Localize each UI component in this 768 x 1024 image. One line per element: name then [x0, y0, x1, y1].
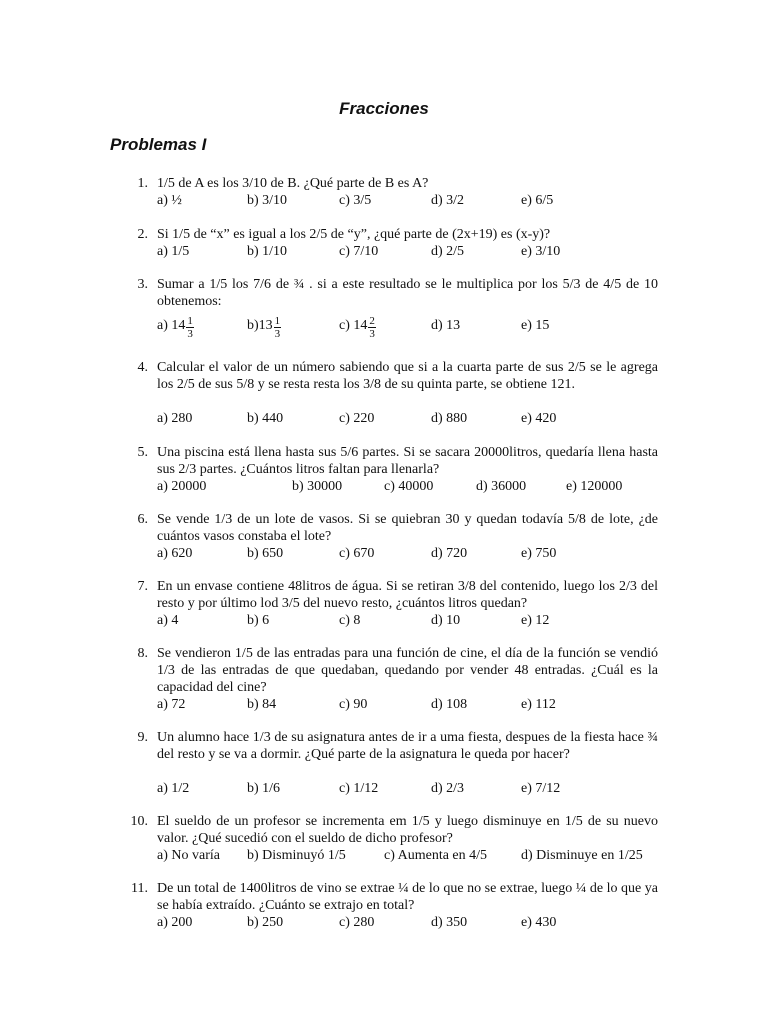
- option-c: c) 90: [339, 697, 368, 712]
- option-a: a) ½: [157, 193, 182, 208]
- section-heading: Problemas I: [110, 135, 207, 154]
- problem-text: Calcular el valor de un número sabiendo que si a la cuarta parte de sus 2/5 se le agrega los 2/5 de sus 5/8 y se resta resta los 3/8 de su quinta parte, se obtiene 121.: [157, 360, 658, 392]
- option-b: b) 650: [247, 546, 284, 561]
- answer-options: [157, 192, 658, 209]
- problem-number: 7.: [137, 579, 148, 594]
- option-a: a) 1/2: [157, 781, 190, 796]
- option-e: e) 3/10: [521, 244, 561, 259]
- option-c: c) 280: [339, 915, 375, 930]
- fraction-numerator: 2: [369, 314, 375, 327]
- problem-number: 10.: [130, 814, 148, 829]
- option-d: d) 13: [431, 318, 461, 333]
- option-label: b)13: [247, 318, 273, 333]
- answer-options: [157, 914, 658, 931]
- page-title: Fracciones: [339, 99, 429, 118]
- option-b: b) 1/10: [247, 244, 288, 259]
- option-c: c) 8: [339, 613, 361, 628]
- problem-text: El sueldo de un profesor se incrementa em 1/5 y luego disminuye en 1/5 de su nuevo valor. ¿Qué sucedió con el sueldo de dicho profesor?: [157, 814, 658, 846]
- stacked-fraction: [186, 316, 194, 340]
- option-b: b) 3/10: [247, 193, 288, 208]
- answer-options: [157, 243, 658, 260]
- option-a: a) 280: [157, 411, 193, 426]
- option-e: e) 120000: [566, 479, 623, 494]
- fraction-denominator: 3: [274, 327, 281, 340]
- option-b: b) Disminuyó 1/5: [247, 848, 346, 863]
- problem-number: 9.: [137, 730, 148, 745]
- option-label: a) 14: [157, 318, 186, 333]
- option-d: d) 2/5: [431, 244, 465, 259]
- option-d: d) 108: [431, 697, 468, 712]
- problem-number: 2.: [137, 227, 148, 242]
- option-e: e) 12: [521, 613, 550, 628]
- problem-number: 5.: [137, 445, 148, 460]
- option-c: [339, 314, 376, 340]
- answer-options: [157, 612, 658, 629]
- problem-text: Se vende 1/3 de un lote de vasos. Si se quiebran 30 y quedan todavía 5/8 de lote, ¿de cuántos vasos constaba el lote?: [157, 512, 658, 544]
- option-d: d) 880: [431, 411, 468, 426]
- option-e: e) 420: [521, 411, 557, 426]
- answer-options: [157, 696, 658, 713]
- option-b: b) 250: [247, 915, 284, 930]
- problem-text: De un total de 1400litros de vino se extrae ¼ de lo que no se extrae, luego ¼ de lo que ya se había extraído. ¿Cuánto se extrajo en total?: [157, 881, 658, 913]
- option-b: b) 6: [247, 613, 270, 628]
- option-c: c) 670: [339, 546, 375, 561]
- answer-options: [157, 478, 658, 495]
- fraction-numerator: 1: [274, 314, 281, 327]
- problem-number: 8.: [137, 646, 148, 661]
- option-a: a) 72: [157, 697, 186, 712]
- stacked-fraction: [274, 316, 282, 340]
- problem-number: 1.: [137, 176, 148, 191]
- problem-text: Una piscina está llena hasta sus 5/6 partes. Si se sacara 20000litros, quedaría llena hasta sus 2/3 partes. ¿Cuántos litros faltan para llenarla?: [157, 445, 658, 477]
- option-a: [157, 314, 194, 340]
- option-e: e) 15: [521, 318, 550, 333]
- option-d: d) 10: [431, 613, 461, 628]
- option-b: [247, 314, 281, 340]
- problem-text: 1/5 de A es los 3/10 de B. ¿Qué parte de B es A?: [157, 176, 429, 191]
- problem-text: Se vendieron 1/5 de las entradas para una función de cine, el día de la función se vendió 1/3 de las entradas de que quedaban, quedando por vender 48 entradas. ¿Cuál es la capacidad del cine?: [157, 646, 658, 695]
- option-c: c) 1/12: [339, 781, 379, 796]
- option-a: a) 20000: [157, 479, 207, 494]
- option-a: a) 1/5: [157, 244, 190, 259]
- option-b: b) 30000: [292, 479, 343, 494]
- option-a: a) 4: [157, 613, 179, 628]
- problem-text: Si 1/5 de “x” es igual a los 2/5 de “y”, ¿qué parte de (2x+19) es (x-y)?: [157, 227, 551, 242]
- option-e: e) 7/12: [521, 781, 561, 796]
- option-d: d) 3/2: [431, 193, 465, 208]
- problem-text: En un envase contiene 48litros de água. Si se retiran 3/8 del contenido, luego los 2/3 del resto y por último lod 3/5 del nuevo resto, ¿cuántos litros quedan?: [157, 579, 658, 611]
- option-d: d) 720: [431, 546, 468, 561]
- option-b: b) 440: [247, 411, 284, 426]
- problem-number: 3.: [137, 277, 148, 292]
- answer-options: [157, 847, 658, 864]
- option-c: c) 3/5: [339, 193, 372, 208]
- problem-number: 6.: [137, 512, 148, 527]
- problem-text: Sumar a 1/5 los 7/6 de ¾ . si a este resultado se le multiplica por los 5/3 de 4/5 de 10 obtenemos:: [157, 277, 658, 309]
- option-d: d) Disminuye en 1/25: [521, 848, 643, 863]
- stacked-fraction: [368, 316, 376, 340]
- option-label: c) 14: [339, 318, 368, 333]
- option-e: e) 112: [521, 697, 556, 712]
- answer-options: [157, 314, 658, 340]
- option-d: d) 2/3: [431, 781, 465, 796]
- option-c: c) Aumenta en 4/5: [384, 848, 488, 863]
- answer-options: [157, 545, 658, 562]
- answer-options: [157, 780, 658, 797]
- option-a: a) 620: [157, 546, 193, 561]
- option-e: e) 750: [521, 546, 557, 561]
- option-c: c) 40000: [384, 479, 434, 494]
- problem-text: Un alumno hace 1/3 de su asignatura antes de ir a uma fiesta, despues de la fiesta hace ¾ del resto y se va a dormir. ¿Qué parte de la asignatura le queda por hacer?: [157, 730, 658, 762]
- option-a: a) No varía: [157, 848, 220, 863]
- fraction-numerator: 1: [187, 314, 193, 327]
- option-e: e) 6/5: [521, 193, 554, 208]
- option-a: a) 200: [157, 915, 193, 930]
- option-d: d) 350: [431, 915, 468, 930]
- problem-number: 11.: [131, 881, 148, 896]
- option-e: e) 430: [521, 915, 557, 930]
- fraction-denominator: 3: [187, 327, 193, 340]
- fraction-denominator: 3: [369, 327, 375, 340]
- problem-number: 4.: [137, 360, 148, 375]
- option-c: c) 7/10: [339, 244, 379, 259]
- answer-options: [157, 410, 658, 427]
- option-d: d) 36000: [476, 479, 527, 494]
- option-b: b) 84: [247, 697, 277, 712]
- option-b: b) 1/6: [247, 781, 281, 796]
- option-c: c) 220: [339, 411, 375, 426]
